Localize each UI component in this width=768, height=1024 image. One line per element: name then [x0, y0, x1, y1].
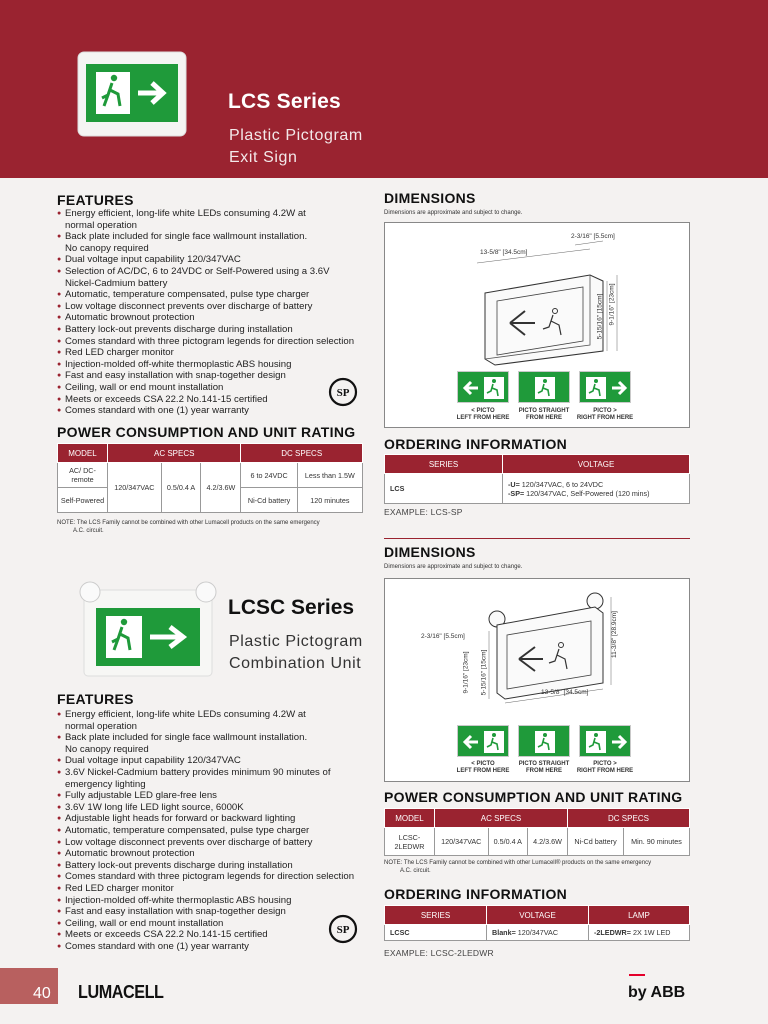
feature-item: ● 3.6V 1W long life LED light source, 6000K: [57, 802, 367, 814]
table-cell: AC/ DC-remote: [58, 463, 108, 488]
lcsc-features-list: [57, 709, 367, 952]
picto-right-icon: [579, 371, 631, 403]
table-cell: Self-Powered: [58, 488, 108, 513]
feature-item: ● Fast and easy installation with snap-together design: [57, 906, 367, 918]
feature-item: ● Back plate included for single face wallmount installation.: [57, 732, 367, 744]
feature-item: ● Dual voltage input capability 120/347VAC: [57, 755, 367, 767]
lcs-dimensions-drawing: [384, 222, 690, 428]
lcs-dimensions-note: Dimensions are approximate and subject to change.: [384, 210, 523, 216]
lcs-power-heading: POWER CONSUMPTION AND UNIT RATING: [57, 424, 356, 440]
table-cell: Blank= 120/347VAC: [487, 925, 589, 941]
lcs-ordering-table: [384, 454, 690, 504]
csa-certification-icon: [328, 914, 358, 944]
picto-straight-caption: PICTO STRAIGHT FROM HERE: [518, 408, 570, 421]
feature-item: Nickel-Cadmium battery: [65, 277, 168, 289]
table-cell: LCSC-2LEDWR: [385, 828, 435, 856]
table-header: AC SPECS: [435, 809, 568, 828]
table-cell: 4.2/3.6W: [528, 828, 568, 856]
dimension-label: 5-15/16" [15cm]: [480, 649, 488, 696]
table-header: MODEL: [58, 444, 108, 463]
feature-item: ● Automatic, temperature compensated, pulse type charger: [57, 825, 367, 837]
picto-straight-icon: [518, 371, 570, 403]
table-header: AC SPECS: [108, 444, 241, 463]
lcs-note: NOTE: The LCS Family cannot be combined with other Lumacell products on the same emergency A.C. circuit.: [57, 520, 320, 534]
table-cell: Ni-Cd battery: [567, 828, 623, 856]
table-cell: LCSC: [385, 925, 487, 941]
table-cell: 120 minutes: [297, 488, 362, 513]
feature-item: ● Automatic brownout protection: [57, 312, 357, 324]
table-cell: 6 to 24VDC: [241, 463, 297, 488]
dimension-label: 11-3/8" [28.9cm]: [611, 611, 618, 658]
table-cell: 120/347VAC: [435, 828, 489, 856]
lcs-dimensions-heading: DIMENSIONS: [384, 190, 476, 206]
feature-item: ● 3.6V Nickel-Cadmium battery provides minimum 90 minutes of: [57, 767, 367, 779]
feature-item: ● Meets or exceeds CSA 22.2 No.141-15 certified: [57, 394, 357, 406]
feature-item: ● Fast and easy installation with snap-together design: [57, 370, 357, 382]
feature-item: ● Meets or exceeds CSA 22.2 No.141-15 certified: [57, 929, 367, 941]
feature-item: ● Ceiling, wall or end mount installation: [57, 918, 367, 930]
feature-item: ● Automatic, temperature compensated, pulse type charger: [57, 289, 357, 301]
picto-left-icon: [457, 371, 509, 403]
table-cell: Less than 1.5W: [297, 463, 362, 488]
lcs-power-table: [57, 443, 363, 513]
feature-item: ● Back plate included for single face wallmount installation.: [57, 231, 357, 243]
dimension-label: 2-3/16" [5.5cm]: [571, 233, 615, 240]
lcsc-dimensions-drawing: [384, 578, 690, 782]
table-header: VOLTAGE: [503, 455, 690, 474]
feature-item: No canopy required: [65, 743, 149, 755]
svg-text:SP: SP: [336, 387, 350, 399]
combination-unit-image: [78, 578, 218, 678]
feature-item: emergency lighting: [65, 778, 146, 790]
feature-item: ● Comes standard with one (1) year warranty: [57, 941, 367, 953]
table-header: DC SPECS: [241, 444, 363, 463]
page-number: 40: [0, 968, 58, 1004]
table-cell: 120/347VAC: [108, 463, 162, 513]
lcsc-dimensions-heading: DIMENSIONS: [384, 544, 476, 560]
feature-item: ● Low voltage disconnect prevents over discharge of battery: [57, 301, 357, 313]
feature-item: ● Battery lock-out prevents discharge during installation: [57, 324, 357, 336]
table-header: DC SPECS: [567, 809, 689, 828]
page-title: LCS Series: [228, 90, 341, 113]
picto-left-caption: < PICTO LEFT FROM HERE: [456, 761, 510, 774]
feature-item: No canopy required: [65, 242, 149, 254]
feature-item: ● Automatic brownout protection: [57, 848, 367, 860]
picto-right-icon: [579, 725, 631, 757]
feature-item: ● Energy efficient, long-life white LEDs consuming 4.2W at: [57, 709, 367, 721]
svg-text:SP: SP: [336, 924, 350, 936]
feature-item: ● Ceiling, wall or end mount installation: [57, 382, 357, 394]
lcs-example: EXAMPLE: LCS-SP: [384, 507, 463, 517]
table-cell: -U= 120/347VAC, 6 to 24VDC -SP= 120/347VAC, Self-Powered (120 mins): [503, 474, 690, 504]
table-cell: Ni-Cd battery: [241, 488, 297, 513]
lcsc-ordering-heading: ORDERING INFORMATION: [384, 886, 568, 902]
abb-logo: by ABB: [628, 984, 686, 1001]
feature-item: ● Low voltage disconnect prevents over discharge of battery: [57, 837, 367, 849]
feature-item: ● Red LED charger monitor: [57, 347, 357, 359]
table-cell: 0.5/0.4 A: [161, 463, 201, 513]
lcs-ordering-heading: ORDERING INFORMATION: [384, 436, 568, 452]
lcsc-ordering-table: [384, 905, 690, 941]
dimension-label: 13-5/8" [34.5cm]: [541, 689, 589, 696]
section-divider: [384, 538, 690, 539]
table-cell: Min. 90 minutes: [624, 828, 690, 856]
dimension-label: 13-5/8" [34.5cm]: [480, 249, 528, 256]
lcsc-example: EXAMPLE: LCSC-2LEDWR: [384, 948, 494, 958]
picto-straight-caption: PICTO STRAIGHT FROM HERE: [518, 761, 570, 774]
picto-left-caption: < PICTO LEFT FROM HERE: [456, 408, 510, 421]
picto-right-caption: PICTO > RIGHT FROM HERE: [576, 761, 634, 774]
page-subtitle: Plastic Pictogram Exit Sign: [229, 127, 363, 166]
feature-item: ● Selection of AC/DC, 6 to 24VDC or Self-Powered using a 3.6V: [57, 266, 357, 278]
picto-right-caption: PICTO > RIGHT FROM HERE: [576, 408, 634, 421]
feature-item: ● Red LED charger monitor: [57, 883, 367, 895]
table-header: SERIES: [385, 455, 503, 474]
lcsc-note: NOTE: The LCS Family cannot be combined with other Lumacell® products on the same emergency A.C. circuit.: [384, 860, 652, 874]
dimension-label: 9-1/16" [23cm]: [608, 283, 616, 326]
lcsc-power-table: [384, 808, 690, 856]
table-header: VOLTAGE: [487, 906, 589, 925]
dimension-label: 9-1/16" [23cm]: [462, 651, 470, 694]
feature-item: ● Comes standard with three pictogram legends for direction selection: [57, 871, 367, 883]
feature-item: ● Battery lock-out prevents discharge during installation: [57, 860, 367, 872]
feature-item: normal operation: [65, 219, 137, 231]
feature-item: normal operation: [65, 720, 137, 732]
table-cell: -2LEDWR= 2X 1W LED: [589, 925, 690, 941]
picto-left-icon: [457, 725, 509, 757]
lcsc-power-heading: POWER CONSUMPTION AND UNIT RATING: [384, 789, 683, 805]
lcsc-dimensions-note: Dimensions are approximate and subject to change.: [384, 564, 523, 570]
feature-item: ● Injection-molded off-white thermoplastic ABS housing: [57, 359, 357, 371]
feature-item: ● Fully adjustable LED glare-free lens: [57, 790, 367, 802]
feature-item: ● Dual voltage input capability 120/347VAC: [57, 254, 357, 266]
header-band: [0, 0, 768, 178]
feature-item: ● Comes standard with three pictogram legends for direction selection: [57, 336, 357, 348]
csa-certification-icon: [328, 377, 358, 407]
feature-item: ● Energy efficient, long-life white LEDs consuming 4.2W at: [57, 208, 357, 220]
feature-item: ● Comes standard with one (1) year warranty: [57, 405, 357, 417]
table-header: SERIES: [385, 906, 487, 925]
lcsc-features-heading: FEATURES: [57, 691, 134, 707]
lumacell-logo: LUMACELL: [78, 982, 164, 1002]
lcsc-subtitle: Plastic Pictogram Combination Unit: [229, 633, 363, 672]
lcs-features-list: [57, 208, 357, 417]
feature-item: ● Adjustable light heads for forward or backward lighting: [57, 813, 367, 825]
table-cell: 4.2/3.6W: [201, 463, 241, 513]
abb-accent-mark: [629, 974, 645, 976]
dimension-label: 2-3/16" [5.5cm]: [421, 633, 465, 640]
table-header: MODEL: [385, 809, 435, 828]
feature-item: ● Injection-molded off-white thermoplastic ABS housing: [57, 895, 367, 907]
table-header: LAMP: [589, 906, 690, 925]
lcsc-title: LCSC Series: [228, 596, 355, 619]
picto-straight-icon: [518, 725, 570, 757]
exit-sign-image: [72, 48, 190, 140]
table-cell: LCS: [385, 474, 503, 504]
lcs-features-heading: FEATURES: [57, 192, 134, 208]
table-cell: 0.5/0.4 A: [488, 828, 528, 856]
dimension-label: 5-15/16" [15cm]: [596, 293, 604, 340]
